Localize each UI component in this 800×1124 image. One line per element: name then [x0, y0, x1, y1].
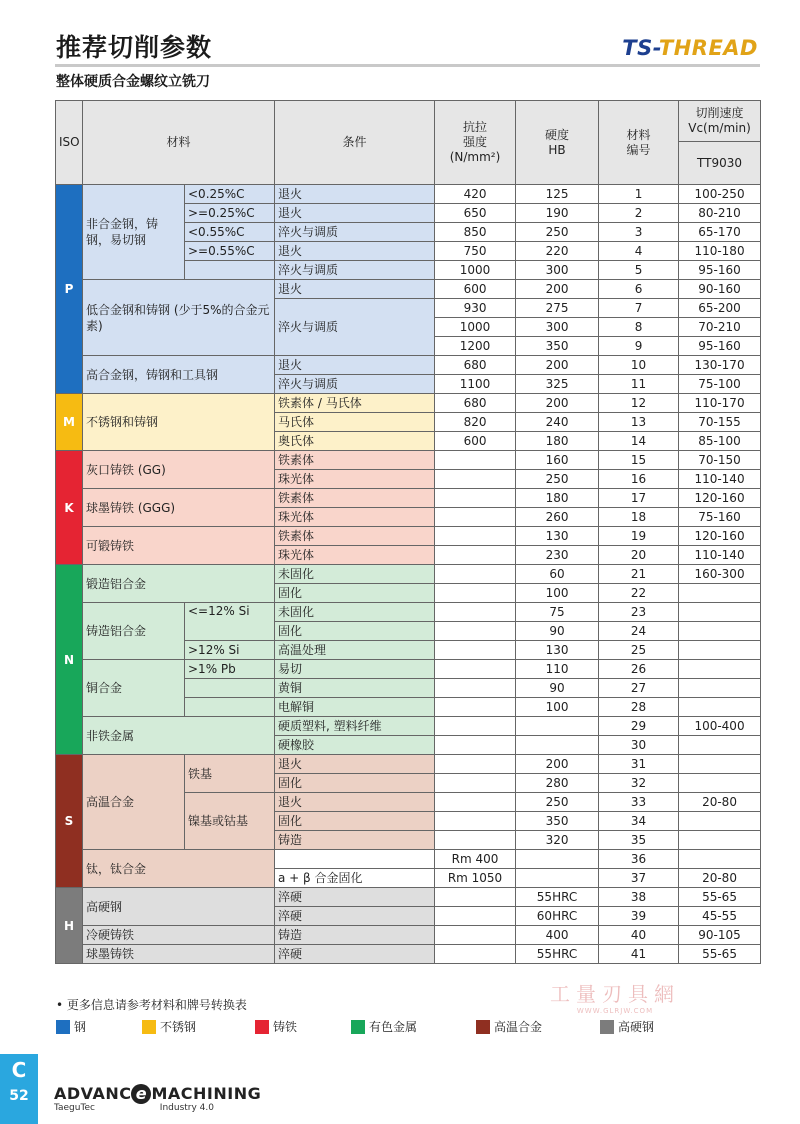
- cell-no: 19: [599, 527, 679, 546]
- cell-hb: 55HRC: [516, 888, 599, 907]
- cell-ts: 1000: [435, 261, 516, 280]
- cell-vc: 110-140: [679, 546, 761, 565]
- cell-hb: 100: [516, 584, 599, 603]
- cell-vc: 45-55: [679, 907, 761, 926]
- cell-ts: [435, 451, 516, 470]
- header-material-no: 材料 编号: [599, 101, 679, 185]
- watermark: [530, 950, 700, 1015]
- cell-ts: 650: [435, 204, 516, 223]
- cell-vc: [679, 812, 761, 831]
- cell-vc: 120-160: [679, 527, 761, 546]
- cell-cond: 固化: [275, 774, 435, 793]
- cell-hb: 130: [516, 527, 599, 546]
- chapter-letter: C: [11, 1058, 27, 1082]
- cell-cond: 退火: [275, 356, 435, 375]
- cell-ts: [435, 527, 516, 546]
- cell-vc: 95-160: [679, 337, 761, 356]
- cell-no: 24: [599, 622, 679, 641]
- cell-ts: [435, 774, 516, 793]
- cutting-parameters-table: [55, 100, 761, 964]
- cell-vc: 110-140: [679, 470, 761, 489]
- advance-machining-logo: ADVANC e MACHINING: [54, 1084, 262, 1103]
- header-rule: [55, 64, 760, 67]
- cell-vc: 160-300: [679, 565, 761, 584]
- cell-hb: [516, 850, 599, 869]
- material-h2: 冷硬铸铁: [83, 926, 275, 945]
- cell-cond: 高温处理: [275, 641, 435, 660]
- header-iso: ISO: [56, 101, 83, 185]
- cell-no: 8: [599, 318, 679, 337]
- legend-item: 有色金属: [351, 1018, 417, 1035]
- cell-cond: 固化: [275, 812, 435, 831]
- cell-cond: 电解铜: [275, 698, 435, 717]
- cell-vc: 100-400: [679, 717, 761, 736]
- cell-ts: [435, 831, 516, 850]
- cell-no: 23: [599, 603, 679, 622]
- cell-cond: 铁素体: [275, 451, 435, 470]
- subcond-n5: [185, 698, 275, 717]
- material-s2: 钛，钛合金: [83, 850, 275, 888]
- page-tab: [0, 1054, 38, 1124]
- cell-cond: 硬橡胶: [275, 736, 435, 755]
- cell-ts: [435, 641, 516, 660]
- cell-cond: 退火: [275, 204, 435, 223]
- cell-hb: 275: [516, 299, 599, 318]
- cell-ts: [435, 679, 516, 698]
- cell-cond: 未固化: [275, 603, 435, 622]
- cell-ts: [435, 470, 516, 489]
- iso-n: N: [56, 565, 83, 755]
- cell-hb: 250: [516, 223, 599, 242]
- cell-vc: [679, 603, 761, 622]
- cell-cond: 淬火与调质: [275, 299, 435, 356]
- cell-vc: 130-170: [679, 356, 761, 375]
- logo-e-icon: e: [131, 1084, 151, 1104]
- cell-hb: 230: [516, 546, 599, 565]
- subcond-n4: [185, 679, 275, 698]
- cell-cond: 奥氏体: [275, 432, 435, 451]
- subcond-s2: 镍基或钴基: [185, 793, 275, 850]
- cell-cond: 退火: [275, 793, 435, 812]
- cell-no: 13: [599, 413, 679, 432]
- cell-hb: 90: [516, 622, 599, 641]
- cell-no: 25: [599, 641, 679, 660]
- cell-cond: 未固化: [275, 565, 435, 584]
- cell-cond: a + β 合金固化: [275, 869, 435, 888]
- cell-no: 35: [599, 831, 679, 850]
- cell-vc: 20-80: [679, 793, 761, 812]
- subcond-p1: <0.25%C: [185, 185, 275, 204]
- cell-no: 7: [599, 299, 679, 318]
- cell-hb: 90: [516, 679, 599, 698]
- header-condition: 条件: [275, 101, 435, 185]
- cell-ts: 750: [435, 242, 516, 261]
- cell-ts: [435, 660, 516, 679]
- cell-vc: 70-210: [679, 318, 761, 337]
- cell-no: 10: [599, 356, 679, 375]
- cell-cond: 易切: [275, 660, 435, 679]
- cell-cond: 硬质塑料, 塑料纤维: [275, 717, 435, 736]
- subcond-p3: <0.55%C: [185, 223, 275, 242]
- header-tensile: 抗拉 强度 (N/mm²): [435, 101, 516, 185]
- cell-no: 31: [599, 755, 679, 774]
- cell-hb: 55HRC: [516, 945, 599, 964]
- cell-hb: 260: [516, 508, 599, 527]
- header-grade: TT9030: [679, 142, 761, 185]
- iso-k: K: [56, 451, 83, 565]
- material-h1: 高硬钢: [83, 888, 275, 926]
- subcond-p4: >=0.55%C: [185, 242, 275, 261]
- subcond-p2: >=0.25%C: [185, 204, 275, 223]
- cell-ts: 680: [435, 394, 516, 413]
- material-n3: 铜合金: [83, 660, 185, 717]
- cell-vc: [679, 698, 761, 717]
- cell-ts: [435, 736, 516, 755]
- header-material: 材料: [83, 101, 275, 185]
- brand-thread: THREAD: [658, 36, 758, 60]
- cell-cond: 铸造: [275, 831, 435, 850]
- cell-cond: 淬硬: [275, 888, 435, 907]
- cell-ts: [435, 622, 516, 641]
- cell-vc: 55-65: [679, 945, 761, 964]
- page-subtitle: 整体硬质合金螺纹立铣刀: [56, 74, 210, 90]
- cell-ts: 680: [435, 356, 516, 375]
- cell-hb: 200: [516, 356, 599, 375]
- cell-vc: 110-180: [679, 242, 761, 261]
- cell-hb: 350: [516, 812, 599, 831]
- cell-cond: 退火: [275, 242, 435, 261]
- cell-no: 15: [599, 451, 679, 470]
- legend-swatch: [351, 1020, 365, 1034]
- cell-no: 5: [599, 261, 679, 280]
- cell-ts: [435, 565, 516, 584]
- cell-vc: 90-160: [679, 280, 761, 299]
- material-n4: 非铁金属: [83, 717, 275, 755]
- cell-hb: 110: [516, 660, 599, 679]
- cell-cond: 珠光体: [275, 470, 435, 489]
- cell-cond: 固化: [275, 584, 435, 603]
- cell-hb: [516, 869, 599, 888]
- cell-no: 9: [599, 337, 679, 356]
- iso-h: H: [56, 888, 83, 964]
- cell-ts: Rm 1050: [435, 869, 516, 888]
- cell-vc: [679, 622, 761, 641]
- cell-ts: [435, 584, 516, 603]
- cell-ts: 850: [435, 223, 516, 242]
- cell-no: 38: [599, 888, 679, 907]
- cell-hb: 250: [516, 470, 599, 489]
- material-k1: 灰口铸铁 (GG): [83, 451, 275, 489]
- cell-ts: 600: [435, 432, 516, 451]
- cell-vc: [679, 584, 761, 603]
- cell-vc: 95-160: [679, 261, 761, 280]
- material-n2: 铸造铝合金: [83, 603, 185, 660]
- iso-s: S: [56, 755, 83, 888]
- cell-vc: 75-100: [679, 375, 761, 394]
- cell-no: 32: [599, 774, 679, 793]
- cell-cond: 淬硬: [275, 907, 435, 926]
- footnote: • 更多信息请参考材料和牌号转换表: [56, 998, 247, 1012]
- cell-no: 26: [599, 660, 679, 679]
- cell-no: 34: [599, 812, 679, 831]
- cell-hb: [516, 736, 599, 755]
- cell-vc: [679, 736, 761, 755]
- cell-vc: [679, 831, 761, 850]
- cell-cond: 铁素体 / 马氏体: [275, 394, 435, 413]
- cell-no: 3: [599, 223, 679, 242]
- legend-swatch: [142, 1020, 156, 1034]
- cell-hb: 125: [516, 185, 599, 204]
- cell-cond: 退火: [275, 185, 435, 204]
- cell-vc: 55-65: [679, 888, 761, 907]
- cell-ts: [435, 546, 516, 565]
- iso-m: M: [56, 394, 83, 451]
- cell-cond: [275, 850, 435, 869]
- cell-hb: 350: [516, 337, 599, 356]
- legend-item: 不锈钢: [142, 1018, 196, 1035]
- cell-no: 16: [599, 470, 679, 489]
- legend-item: 高硬钢: [600, 1018, 654, 1035]
- brand-logo: [622, 36, 758, 60]
- header-speed: 切削速度 Vc(m/min): [679, 101, 761, 142]
- material-p3: 高合金钢，铸钢和工具钢: [83, 356, 275, 394]
- cell-vc: 70-150: [679, 451, 761, 470]
- cell-vc: 65-170: [679, 223, 761, 242]
- material-s1: 高温合金: [83, 755, 185, 850]
- cell-cond: 铁素体: [275, 489, 435, 508]
- cell-hb: 400: [516, 926, 599, 945]
- cell-hb: 325: [516, 375, 599, 394]
- cell-hb: 180: [516, 489, 599, 508]
- cell-no: 40: [599, 926, 679, 945]
- cell-no: 1: [599, 185, 679, 204]
- cell-ts: [435, 812, 516, 831]
- cell-hb: 280: [516, 774, 599, 793]
- cell-hb: 60HRC: [516, 907, 599, 926]
- cell-hb: 200: [516, 280, 599, 299]
- page-title: 推荐切削参数: [56, 33, 213, 62]
- cell-cond: 黄铜: [275, 679, 435, 698]
- cell-ts: 1000: [435, 318, 516, 337]
- cell-cond: 淬硬: [275, 945, 435, 964]
- cell-cond: 退火: [275, 755, 435, 774]
- logo-subline: TaeguTec Industry 4.0: [54, 1103, 214, 1113]
- cell-hb: 75: [516, 603, 599, 622]
- cell-hb: 220: [516, 242, 599, 261]
- cell-hb: 100: [516, 698, 599, 717]
- legend-swatch: [476, 1020, 490, 1034]
- cell-no: 20: [599, 546, 679, 565]
- cell-hb: 160: [516, 451, 599, 470]
- cell-ts: [435, 489, 516, 508]
- cell-no: 29: [599, 717, 679, 736]
- cell-hb: [516, 717, 599, 736]
- cell-no: 2: [599, 204, 679, 223]
- cell-no: 6: [599, 280, 679, 299]
- cell-ts: [435, 888, 516, 907]
- cell-no: 39: [599, 907, 679, 926]
- cell-no: 36: [599, 850, 679, 869]
- iso-p: P: [56, 185, 83, 394]
- cell-cond: 淬火与调质: [275, 223, 435, 242]
- cell-hb: 300: [516, 318, 599, 337]
- cell-vc: [679, 679, 761, 698]
- material-k3: 可锻铸铁: [83, 527, 275, 565]
- material-p1: 非合金钢，铸钢，易切钢: [83, 185, 185, 280]
- cell-cond: 珠光体: [275, 546, 435, 565]
- cell-no: 21: [599, 565, 679, 584]
- legend-item: 高温合金: [476, 1018, 542, 1035]
- cell-vc: 65-200: [679, 299, 761, 318]
- watermark-url: WWW.GLRJW.COM: [576, 1007, 654, 1015]
- material-m1: 不锈钢和铸钢: [83, 394, 275, 451]
- cell-cond: 铸造: [275, 926, 435, 945]
- cell-cond: 退火: [275, 280, 435, 299]
- cell-no: 17: [599, 489, 679, 508]
- cell-no: 14: [599, 432, 679, 451]
- cell-vc: [679, 641, 761, 660]
- cell-cond: 淬火与调质: [275, 261, 435, 280]
- cell-no: 18: [599, 508, 679, 527]
- cell-vc: 110-170: [679, 394, 761, 413]
- subcond-n1: <=12% Si: [185, 603, 275, 641]
- cell-no: 27: [599, 679, 679, 698]
- cell-ts: [435, 755, 516, 774]
- cell-cond: 淬火与调质: [275, 375, 435, 394]
- legend-item: 钢: [56, 1018, 86, 1035]
- cell-hb: 190: [516, 204, 599, 223]
- cell-vc: 75-160: [679, 508, 761, 527]
- subcond-n3: >1% Pb: [185, 660, 275, 679]
- cell-hb: 200: [516, 755, 599, 774]
- cell-vc: 100-250: [679, 185, 761, 204]
- cell-hb: 320: [516, 831, 599, 850]
- cell-cond: 铁素体: [275, 527, 435, 546]
- cell-no: 37: [599, 869, 679, 888]
- cell-ts: [435, 698, 516, 717]
- legend-swatch: [255, 1020, 269, 1034]
- cell-no: 28: [599, 698, 679, 717]
- cell-hb: 300: [516, 261, 599, 280]
- cell-ts: [435, 793, 516, 812]
- cell-hb: 240: [516, 413, 599, 432]
- cell-no: 33: [599, 793, 679, 812]
- cell-no: 41: [599, 945, 679, 964]
- cell-ts: [435, 926, 516, 945]
- page-number: 52: [9, 1088, 29, 1104]
- material-k2: 球墨铸铁 (GGG): [83, 489, 275, 527]
- cell-no: 12: [599, 394, 679, 413]
- cell-ts: 820: [435, 413, 516, 432]
- cell-no: 22: [599, 584, 679, 603]
- cell-no: 30: [599, 736, 679, 755]
- cell-vc: [679, 755, 761, 774]
- legend-item: 铸铁: [255, 1018, 297, 1035]
- cell-cond: 珠光体: [275, 508, 435, 527]
- cell-ts: 420: [435, 185, 516, 204]
- subcond-s1: 铁基: [185, 755, 275, 793]
- cell-ts: [435, 603, 516, 622]
- watermark-text: 工量刃具網: [550, 982, 680, 1006]
- legend-swatch: [600, 1020, 614, 1034]
- cell-vc: [679, 660, 761, 679]
- cell-ts: [435, 907, 516, 926]
- cell-ts: 1200: [435, 337, 516, 356]
- cell-vc: [679, 850, 761, 869]
- cell-vc: [679, 774, 761, 793]
- cell-hb: 200: [516, 394, 599, 413]
- cell-ts: 600: [435, 280, 516, 299]
- cell-vc: 85-100: [679, 432, 761, 451]
- cell-ts: [435, 508, 516, 527]
- cell-vc: 80-210: [679, 204, 761, 223]
- material-n1: 锻造铝合金: [83, 565, 275, 603]
- cell-no: 4: [599, 242, 679, 261]
- header-hardness: 硬度 HB: [516, 101, 599, 185]
- cell-hb: 60: [516, 565, 599, 584]
- subcond-p5: [185, 261, 275, 280]
- cell-cond: 马氏体: [275, 413, 435, 432]
- cell-vc: 120-160: [679, 489, 761, 508]
- material-p2: 低合金钢和铸钢 (少于5%的合金元素): [83, 280, 275, 356]
- cell-ts: 1100: [435, 375, 516, 394]
- cell-vc: 90-105: [679, 926, 761, 945]
- cell-no: 11: [599, 375, 679, 394]
- cell-hb: 130: [516, 641, 599, 660]
- cell-ts: [435, 945, 516, 964]
- cell-hb: 180: [516, 432, 599, 451]
- subcond-n2: >12% Si: [185, 641, 275, 660]
- cell-ts: Rm 400: [435, 850, 516, 869]
- cell-vc: 70-155: [679, 413, 761, 432]
- material-h3: 球墨铸铁: [83, 945, 275, 964]
- cell-ts: 930: [435, 299, 516, 318]
- cell-ts: [435, 717, 516, 736]
- legend-swatch: [56, 1020, 70, 1034]
- cell-hb: 250: [516, 793, 599, 812]
- color-legend: [56, 1018, 776, 1038]
- brand-ts: TS-: [622, 36, 659, 60]
- cell-vc: 20-80: [679, 869, 761, 888]
- cell-cond: 固化: [275, 622, 435, 641]
